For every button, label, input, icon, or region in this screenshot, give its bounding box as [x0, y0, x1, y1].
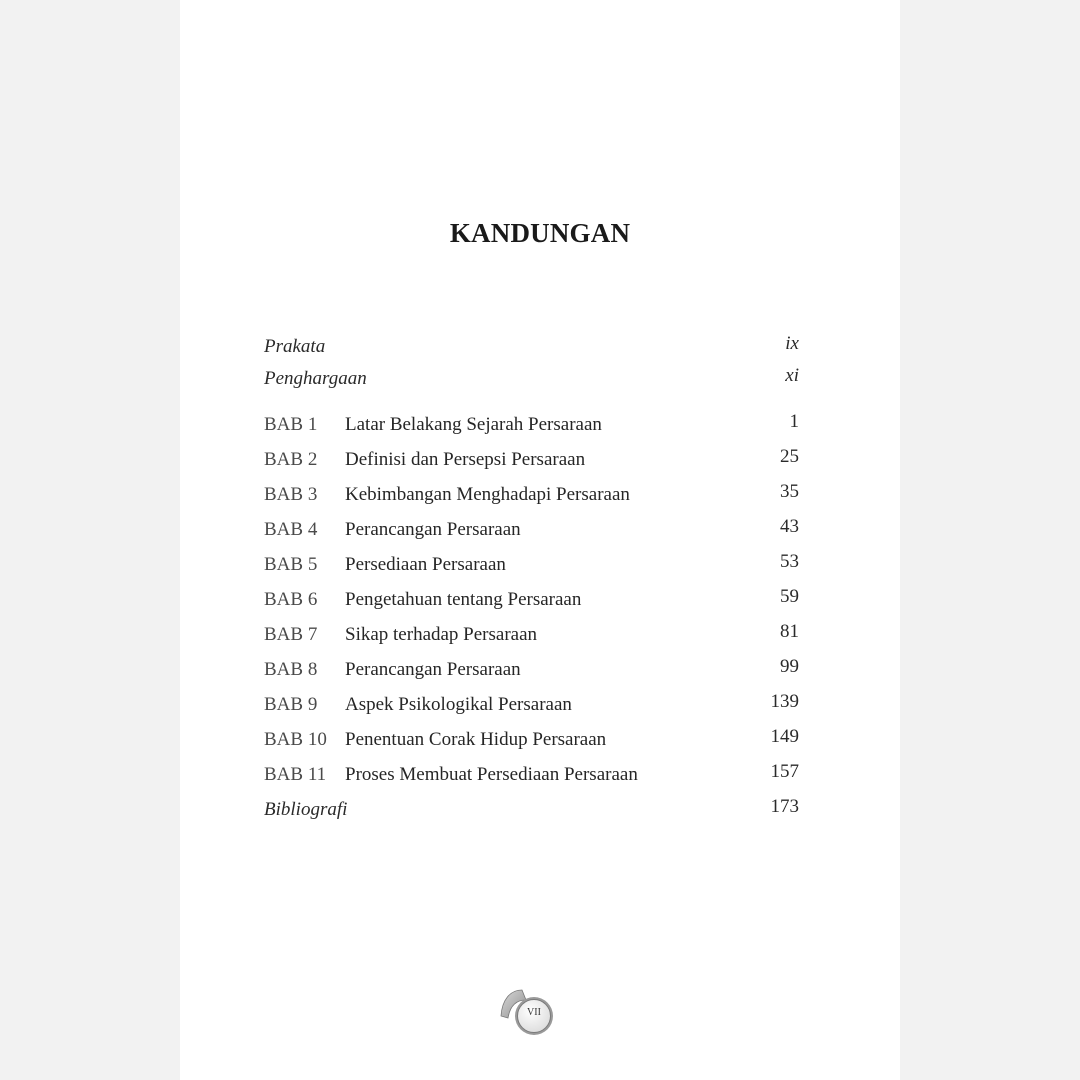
chapter-number: BAB 5	[264, 554, 318, 575]
page-number-badge	[498, 986, 558, 1042]
toc-entry-label: Penghargaan	[264, 368, 367, 389]
toc-entry-penghargaan[interactable]	[264, 365, 799, 393]
chapter-title: Proses Membuat Persediaan Persaraan	[345, 764, 638, 785]
toc-entry-page: 81	[780, 621, 799, 642]
toc-entry-chapter[interactable]	[264, 656, 799, 684]
toc-entry-page: 99	[780, 656, 799, 677]
chapter-number: BAB 6	[264, 589, 318, 610]
toc-entry-chapter[interactable]	[264, 446, 799, 474]
toc-entry-label: Prakata	[264, 336, 326, 357]
chapter-title: Penentuan Corak Hidup Persaraan	[345, 729, 607, 750]
toc-entry-page: 1	[789, 411, 799, 432]
chapter-number: BAB 10	[264, 729, 327, 750]
toc-entry-chapter[interactable]	[264, 551, 799, 579]
toc-entry-page: 25	[780, 446, 799, 467]
toc-entry-page: 173	[770, 796, 799, 817]
toc-entry-chapter[interactable]	[264, 481, 799, 509]
toc-entry-chapter[interactable]	[264, 691, 799, 719]
chapter-title: Definisi dan Persepsi Persaraan	[345, 449, 586, 470]
toc-entry-chapter[interactable]	[264, 761, 799, 789]
chapter-title: Kebimbangan Menghadapi Persaraan	[345, 484, 630, 505]
toc-entry-page: 43	[780, 516, 799, 537]
chapter-number: BAB 11	[264, 764, 327, 785]
toc-entry-page: 139	[770, 691, 799, 712]
chapter-number: BAB 2	[264, 449, 318, 470]
toc-entry-page: 59	[780, 586, 799, 607]
chapter-title: Perancangan Persaraan	[345, 519, 521, 540]
chapter-title: Pengetahuan tentang Persaraan	[345, 589, 582, 610]
book-page	[180, 0, 900, 1080]
toc-entry-bibliografi[interactable]	[264, 796, 799, 824]
toc-entry-page: 149	[770, 726, 799, 747]
toc-entry-label: Bibliografi	[264, 799, 348, 820]
page-title: KANDUNGAN	[449, 218, 631, 248]
chapter-title: Sikap terhadap Persaraan	[345, 624, 538, 645]
toc-entry-page: 157	[770, 761, 799, 782]
chapter-title: Aspek Psikologikal Persaraan	[345, 694, 572, 715]
toc-entry-page: 53	[780, 551, 799, 572]
toc-entry-page: xi	[785, 365, 799, 386]
chapter-title: Persediaan Persaraan	[345, 554, 506, 575]
chapter-number: BAB 3	[264, 484, 318, 505]
toc-entry-chapter[interactable]	[264, 621, 799, 649]
toc-entry-chapter[interactable]	[264, 586, 799, 614]
chapter-number: BAB 4	[264, 519, 318, 540]
toc-entry-page: ix	[785, 333, 799, 354]
toc-entry-chapter[interactable]	[264, 516, 799, 544]
toc-entry-chapter[interactable]	[264, 411, 799, 439]
folio-number: VII	[527, 1007, 541, 1018]
toc-entry-chapter[interactable]	[264, 726, 799, 754]
chapter-number: BAB 1	[264, 414, 318, 435]
toc-entry-page: 35	[780, 481, 799, 502]
chapter-number: BAB 9	[264, 694, 318, 715]
toc-entry-prakata[interactable]	[264, 333, 799, 361]
chapter-title: Latar Belakang Sejarah Persaraan	[345, 414, 602, 435]
chapter-title: Perancangan Persaraan	[345, 659, 521, 680]
chapter-number: BAB 8	[264, 659, 318, 680]
chapter-number: BAB 7	[264, 624, 318, 645]
